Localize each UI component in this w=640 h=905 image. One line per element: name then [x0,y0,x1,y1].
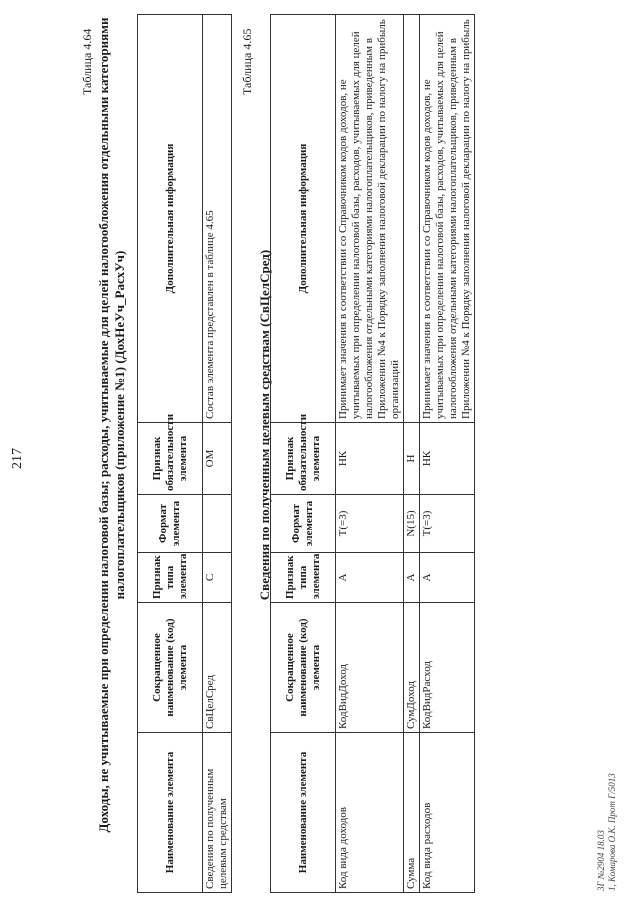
table-cell: T(=3) [336,495,404,553]
table-header-row [271,15,336,893]
header-cell: Признак типа элемента [138,553,203,603]
table-cell: С [203,553,232,603]
table-cell: СумДоход [404,603,420,733]
table-cell: T(=3) [420,495,475,553]
table-cell: Н [404,423,420,495]
header-cell: Дополнительная информация [271,15,336,423]
table-cell [404,15,420,423]
table-cell: А [404,553,420,603]
table2-label: Таблица 4.65 [240,28,254,95]
table-cell: НК [420,423,475,495]
header-cell: Формат элемента [138,495,203,553]
table-row [203,15,232,893]
page-number: 217 [10,448,25,469]
table-cell [203,495,232,553]
footer-line: 3Г №2904 18.03 [596,830,606,891]
table-cell: Принимает значения в соответствии со Справочником кодов доходов, не учитываемых при определении налоговой базы, расходов, учитываемых для целей налогообложения отдельными категориями налогоплательщиков, приведенным в Приложении №4 к Порядку заполнения налоговой декларации по налогу на прибыль [420,15,475,423]
table-cell: А [336,553,404,603]
table-cell: Код вида доходов [336,733,404,893]
table-cell: Сумма [404,733,420,893]
header-cell: Наименование элемента [271,733,336,893]
header-cell: Сокращенное наименование (код) элемента [271,603,336,733]
table-header-row [138,15,203,893]
table-4-64 [137,14,232,893]
header-cell: Наименование элемента [138,733,203,893]
table-cell: N(15) [404,495,420,553]
table-row [420,15,475,893]
table-row [336,15,404,893]
table-cell: КодВидРасход [420,603,475,733]
header-cell: Сокращенное наименование (код) элемента [138,603,203,733]
header-cell: Формат элемента [271,495,336,553]
table-cell: Принимает значения в соответствии со Справочником кодов доходов, не учитываемых при определении налоговой базы, расходов, учитываемых для целей налогообложения отдельными категориями налогоплательщиков, приведенным в Приложении №4 к Порядку заполнения налоговой декларации по налогу на прибыль организаций [336,15,404,423]
table-row [404,15,420,893]
table-cell: Код вида расходов [420,733,475,893]
header-cell: Признак обязательности элемента [271,423,336,495]
table-cell: А [420,553,475,603]
table-cell: Сведения по полученным целевым средствам [203,733,232,893]
header-cell: Дополнительная информация [138,15,203,423]
header-cell: Признак типа элемента [271,553,336,603]
table-4-65 [270,14,475,893]
table-cell: Состав элемента представлен в таблице 4.65 [203,15,232,423]
header-cell: Признак обязательности элемента [138,423,203,495]
table1-label: Таблица 4.64 [80,28,94,95]
table-cell: ОМ [203,423,232,495]
footer-line: 1, Комарова О.К. Прот Г/5013 [607,773,617,891]
table-cell: КодВидДоход [336,603,404,733]
table-cell: НК [336,423,404,495]
table-cell: СвЦелСред [203,603,232,733]
table1-title: Доходы, не учитываемые при определении налоговой базы; расходы, учитываемые для целей налогообложения отдельными категориями налогоплательщиков (приложение №1) (ДохНеУч_РасхУч) [96,17,127,833]
table2-title: Сведения по полученным целевым средствам (СвЦелСред) [257,249,272,601]
footer-note [596,773,618,891]
